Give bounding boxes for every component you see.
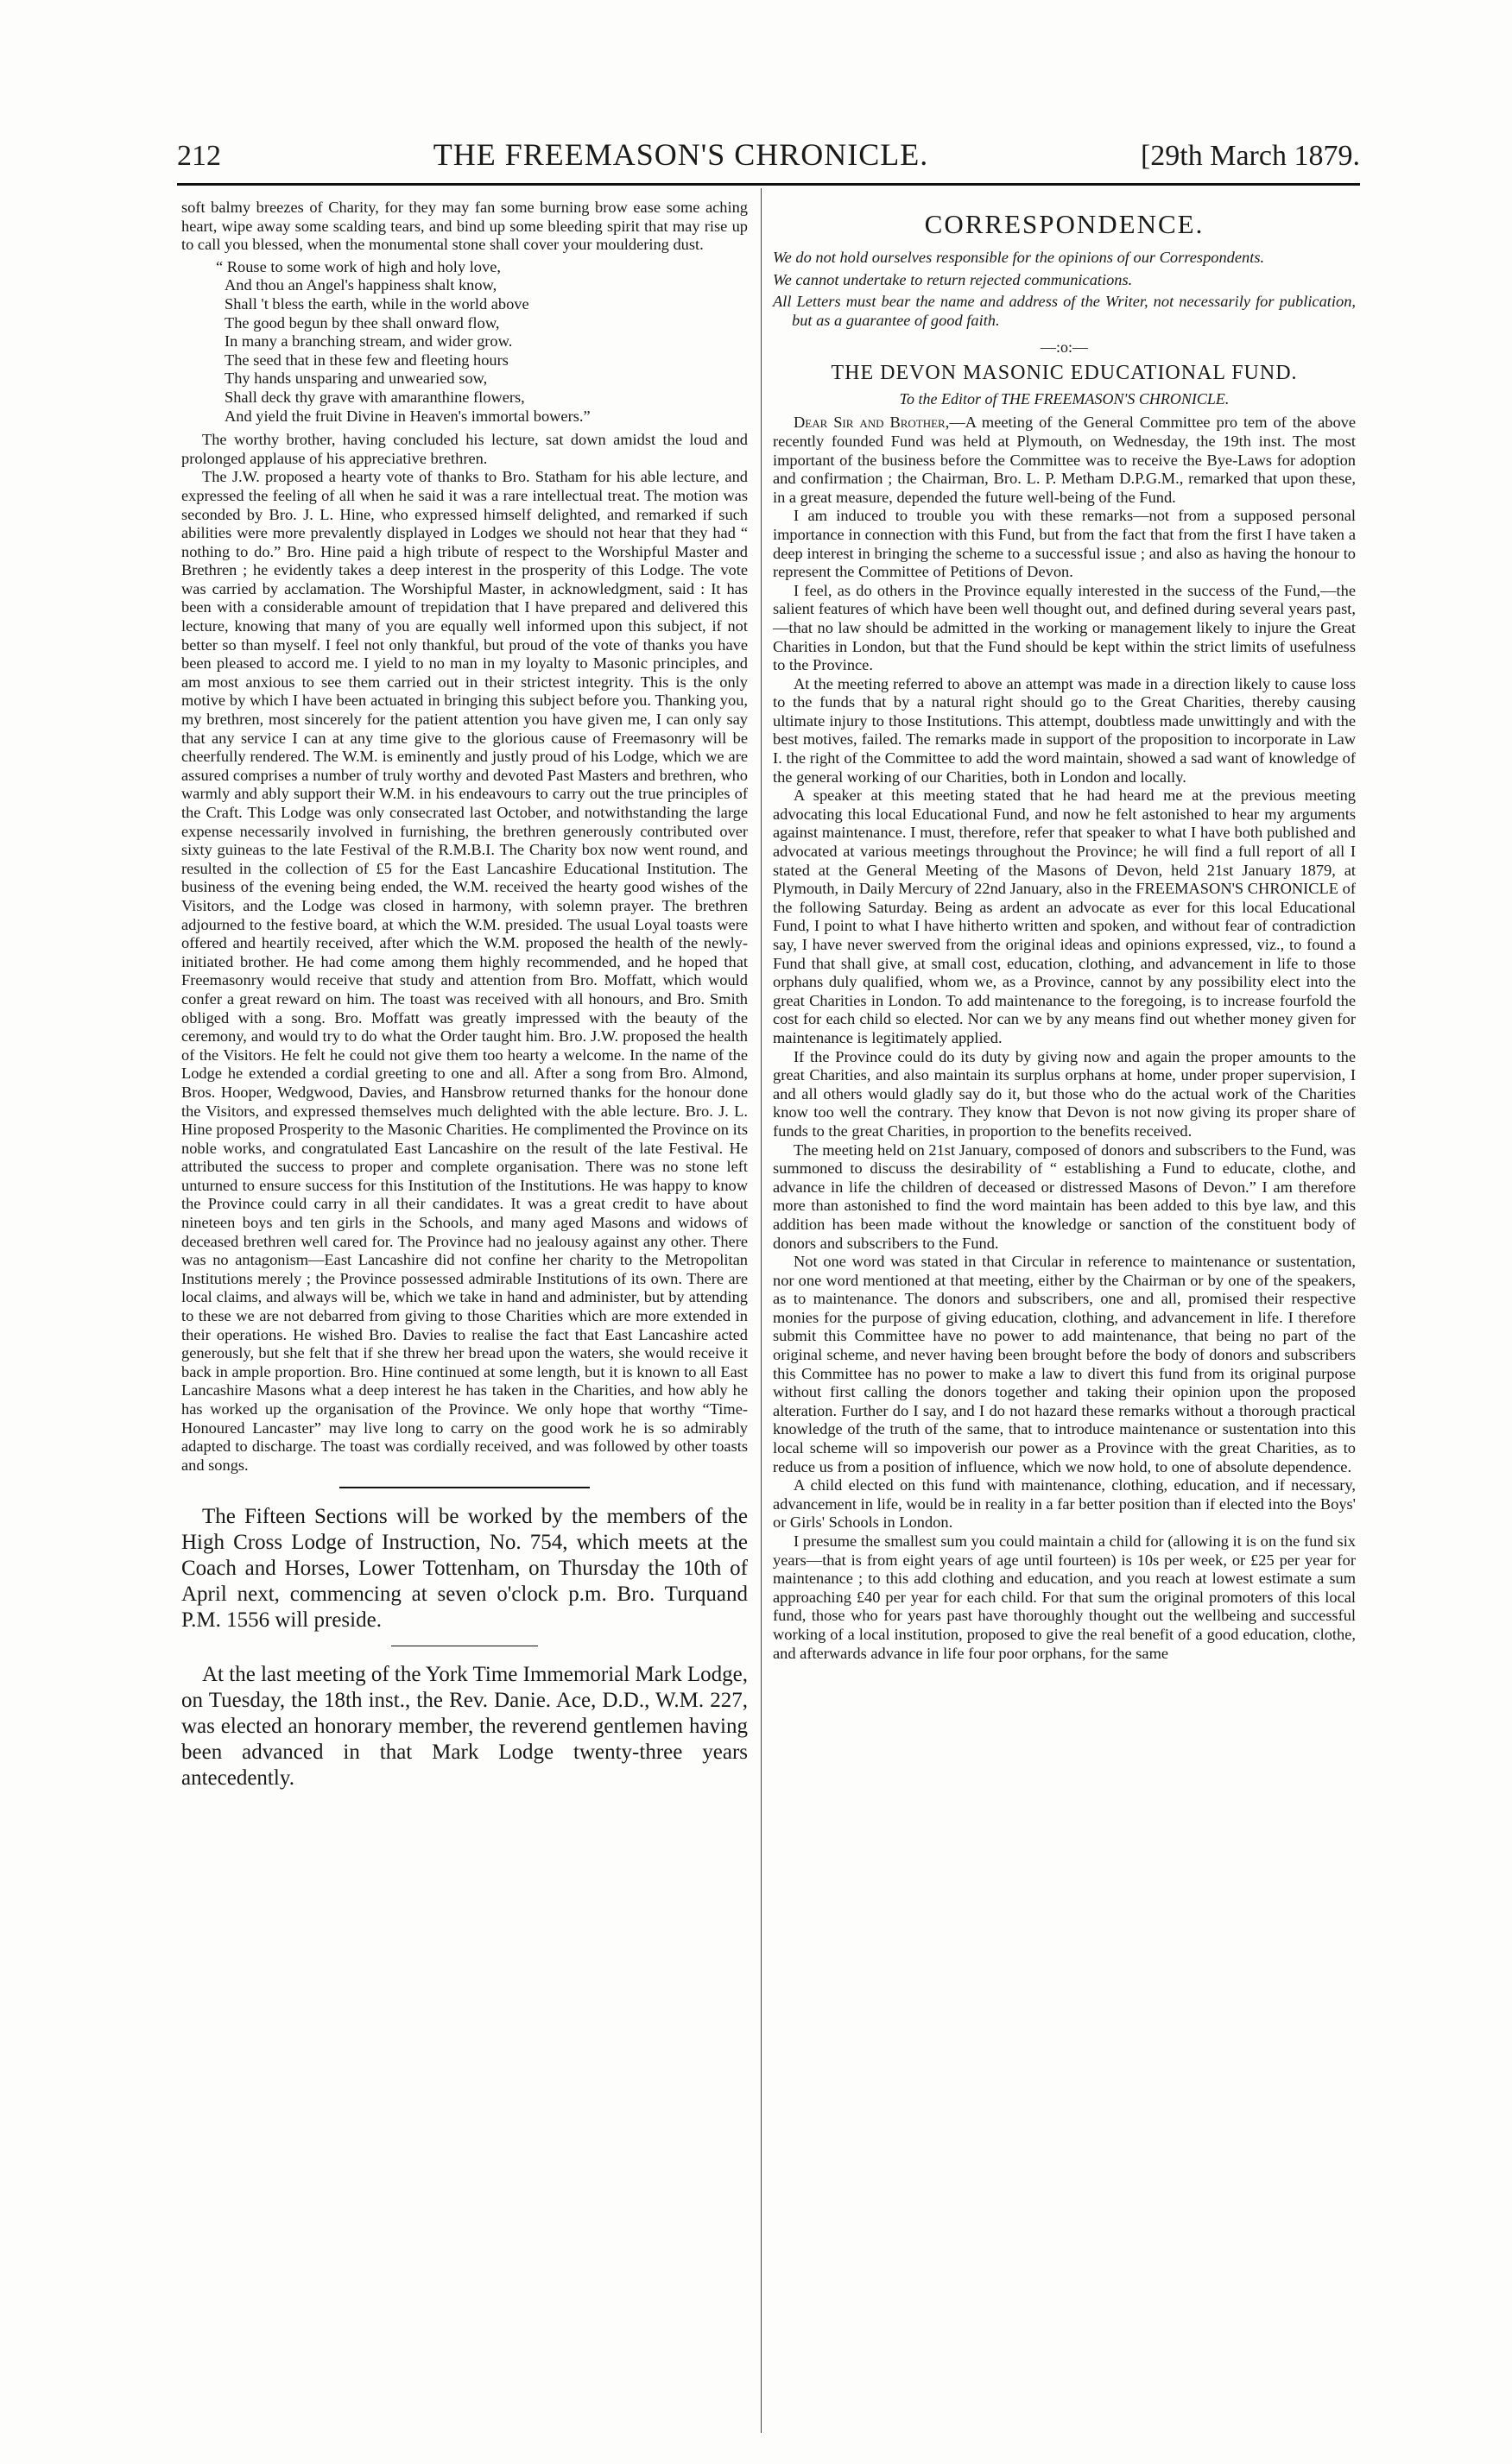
poem-line: Thy hands unsparing and unwearied sow, [225, 370, 488, 388]
publication-title: THE FREEMASON'S CHRONICLE. [433, 137, 929, 172]
notice-paragraph: The Fifteen Sections will be worked by the members of the High Cross Lodge of Instruction, No. 754, which meets at the Coach and Horses, Lower Tottenham, on Thursday the 10th of April next, commencing at seven o'clock p.m. Bro. Turquand P.M. 1556 will preside. [181, 1505, 748, 1633]
letter-paragraph: The meeting held on 21st January, composed of donors and subscribers to the Fund, was summoned to discuss the desirability of “ establishing a Fund to educate, clothe, and advance in life the children of deceased or distressed Masons of Devon.” I am therefore more than astonished to find the word maintain has been added to this bye law, and this addition has been made without the knowledge or sanction of the constituent body of donors and subscribers to the Fund. [773, 1140, 1356, 1252]
masthead [177, 136, 1360, 180]
letter-text: —A meeting of the General Committee pro tem of the above recently founded Fund was held at Plymouth, on Wednesday, the 19th inst. The most important of the business before the Committee was to receive the Bye-Laws for adoption and confirmation ; the Chairman, Bro. L. P. Metham D.P.G.M., remarked that upon these, in a great measure, depended the future well-being of the Fund. [773, 414, 1356, 506]
article-paragraph: The J.W. proposed a hearty vote of thanks to Bro. Statham for his able lecture, and expressed the feeling of all when he said it was a rare intellectual treat. The motion was seconded by Bro. J. L. Hine, who expressed himself delighted, and remarked if such abilities were more prevalently displayed in Lodges we should not hear that they had “ nothing to do.” Bro. Hine paid a high tribute of respect to the Worshipful Master and Brethren ; he evidently takes a deep interest in the prosperity of this Lodge. The vote was carried by acclamation. The Worshipful Master, in acknowledgment, said : It has been with a considerable amount of trepidation that I have prepared and delivered this lecture, knowing that many of you are equally well informed upon this subject, if not better so than myself. I feel not only thankful, but proud of the vote of thanks you have been pleased to accord me. I yield to no man in my loyalty to Masonic principles, and am most anxious to see them carried out in their strictest integrity. This is the only motive by which I have been actuated in bringing this subject before you. Thanking you, my brethren, most sincerely for the patient attention you have given me, I can only say that any service I can at any time give to the glorious cause of Freemasonry will be cheerfully rendered. The W.M. is eminently and justly proud of his Lodge, which we are assured comprises a number of truly worthy and devoted Past Masters and brethren, who warmly and ably support their W.M. in his endeavours to carry out the true principles of the Craft. This Lodge was only consecrated last October, and notwithstanding the large expense necessarily involved in furnishing, the brethren generously contributed over sixty guineas to the late Festival of the R.M.B.I. The Charity box now went round, and resulted in the collection of £5 for the East Lancashire Educational Institution. The business of the evening being ended, the W.M. received the hearty good wishes of the Visitors, and the Lodge was closed in harmony, with solemn prayer. The brethren adjourned to the festive board, at which the W.M. presided. The usual Loyal toasts were offered and heartily received, after which the W.M. proposed the health of the newly-initiated brother. He had come among them highly recommended, and he hoped that Freemasonry would receive that study and attention from Bro. Moffatt, which would confer a great reward on him. The toast was received with all honours, and Bro. Smith obliged with a song. Bro. Moffatt was greatly impressed with the beauty of the ceremony, and would try to do what the Order taught him. Bro. J.W. proposed the health of the Visitors. He felt he could not give them too hearty a welcome. In the name of the Lodge he extended a cordial greeting to one and all. After a song from Bro. Almond, Bros. Hooper, Wedgwood, Davies, and Hansbrow returned thanks for the honour done the Visitors, and expressed themselves much delighted with the able lecture. Bro. J. L. Hine proposed Prosperity to the Masonic Charities. He complimented the Province on its noble works, and congratulated East Lancashire on the result of the late Festival. He attributed the success to proper and complete organisation. There was no stone left unturned to ensure success for this Institution of the Institutions. He was happy to know the Province could carry in all their candidates. It was a great credit to have about nineteen boys and ten girls in the Schools, and many aged Masons and widows of deceased brethren well cared for. The Province had no jealousy against any other. There was no antagonism—East Lancashire did not confine her charity to the Metropolitan Institutions merely ; the Province possessed admirable Institutions of its own. There are local claims, and always will be, which we take in hand and administer, but by attending to these we are not debarred from giving to those Charities which are more extended in their operations. He wished Bro. Davies to realise the fact that East Lancashire acted generously, but she felt that if she threw her bread upon the waters, she would receive it back in ample proportion. Bro. Hine continued at some length, but it is known to all East Lancashire Masons what a deep interest he has taken in the Charities, and how ably he has worked up the organisation of the Province. We only hope that worthy “Time-Honoured Lancaster” may live long to carry on the good work he is so admirably adapted to discharge. The toast was cordially received, and was followed by other toasts and songs. [181, 468, 748, 1474]
section-heading: CORRESPONDENCE. [924, 209, 1205, 239]
opening-paragraph: soft balmy breezes of Charity, for they may fan some burning brow ease some aching heart, wipe away some scalding tears, and bind up some bleeding spirit that may rise up to call you blessed, when the monumental stone shall cover your mouldering dust. [181, 199, 748, 254]
editorial-note: We do not hold ourselves responsible for the opinions of our Correspondents. [773, 249, 1265, 266]
separator: —:o:— [1040, 338, 1088, 357]
poem-line: The seed that in these few and fleeting hours [225, 351, 509, 369]
letter-paragraph: A speaker at this meeting stated that he had heard me at the previous meeting advocating this local Educational Fund, and now he felt astonished to hear my arguments against maintenance. I must, therefore, refer that speaker to what I have both published and advocated at various meetings throughout the Province; he will find a full report of all I stated at the General Meeting of the Masons of Devon, held 21st January 1879, at Plymouth, in Daily Mercury of 22nd January, also in the FREEMASON'S CHRONICLE of the following Saturday. Being as ardent an advocate as ever for this local Educational Fund, I point to what I have hitherto written and spoken, and without fear of contradiction say, I have never swerved from the original ideas and opinions expressed, viz., to found a Fund that shall give, at small cost, education, clothing, and advancement in life to those orphans duly qualified, whom we, as a Province, cannot by any possibility elect into the great Charities in London. To add maintenance to the foregoing, is to increase fourfold the cost for each child so elected. Nor can we by any means find out whether money given for maintenance is legitimately applied. [773, 787, 1356, 1046]
letter-paragraph: If the Province could do its duty by giving now and again the proper amounts to the great Charities, and also maintain its surplus orphans at home, under proper supervision, I and all others would gladly say do it, but those who do the actual work of the Charities know too well the contrary. They know that Devon is not now giving its proper share of funds to the great Charities, in proportion to the benefits received. [773, 1047, 1356, 1140]
issue-date: [29th March 1879. [1140, 140, 1360, 172]
column-divider [761, 188, 762, 2433]
letter-addressee: To the Editor of THE FREEMASON'S CHRONICLE. [899, 390, 1230, 408]
letter-paragraph: I presume the smallest sum you could maintain a child for (allowing it is on the fund six years—that is from eight years of age until fourteen) is 10s per week, or £25 per year for maintenance ; to this add clothing and education, and you reach at lowest estimate a sum approaching £40 per year for each child. For that sum the original promoters of this local fund, those who for years past have thoroughly thought out the wellbeing and successful working of a local institution, proposed to give the real benefit of a good education, clothe, and afterwards advance in life four poor orphans, for the same [773, 1532, 1356, 1662]
poem-line: The good begun by thee shall onward flow, [225, 313, 500, 332]
masthead-rule [177, 183, 1360, 186]
notice-paragraph: At the last meeting of the York Time Immemorial Mark Lodge, on Tuesday, the 18th inst., the Rev. Danie. Ace, D.D., W.M. 227, was elected an honorary member, the reverend gentlemen having been advanced in that Mark Lodge twenty-three years antecedently. [181, 1663, 748, 1791]
left-column [181, 199, 748, 1791]
letter-paragraph [773, 414, 1356, 507]
letter-paragraph: A child elected on this fund with maintenance, clothing, education, and if necessary, advancement in life, would be in reality in a far better position than if elected into the Boys' or Girls' Schools in London. [773, 1476, 1356, 1532]
poem-line: And yield the fruit Divine in Heaven's immortal bowers.” [225, 407, 591, 425]
letter-paragraph: At the meeting referred to above an attempt was made in a direction likely to cause loss to the funds that by a natural right should go to the Great Charities, thereby causing ultimate injury to those Institutions. This attempt, doubtless made unwittingly and with the best motives, failed. The remarks made in support of the proposition to incorporate in Law I. the right of the Committee to add the word maintain, showed a sad want of knowledge of the general working of our Charities, both in London and locally. [773, 674, 1356, 786]
article-paragraph: The worthy brother, having concluded his lecture, sat down amidst the loud and prolonged applause of his appreciative brethren. [181, 431, 748, 467]
poem-line: Shall 't bless the earth, while in the world above [225, 294, 529, 313]
poem-line: “ Rouse to some work of high and holy love, [216, 257, 501, 275]
poem-line: In many a branching stream, and wider grow. [225, 332, 513, 351]
poem [216, 258, 748, 426]
letter-heading: THE DEVON MASONIC EDUCATIONAL FUND. [831, 362, 1298, 385]
letter-paragraph: Not one word was stated in that Circular in reference to maintenance or sustentation, nor one word mentioned at that meeting, either by the Chairman or by one of the speakers, as to maintenance. The donors and subscribers, one and all, promised their respective monies for the purpose of giving education, clothing, and advancement in life. I therefore submit this Committee have no power to add maintenance, that being no part of the original scheme, and never having been brought before the body of donors and subscribers this Committee has no power to make a law to divert this fund from its original purpose without first calling the donors together and taking their opinion upon the proposed alteration. Further do I say, and I do not hazard these remarks without a thorough practical knowledge of the truth of the same, that to introduce maintenance or sustentation into this local scheme will so impoverish our power as a Province with the great Charities, as to reduce us from a position of influence, which we now hold, to one of absolute dependence. [773, 1253, 1356, 1475]
poem-line: Shall deck thy grave with amaranthine flowers, [225, 388, 525, 406]
page-number: 212 [177, 140, 221, 172]
salutation: Dear Sir and Brother, [794, 414, 950, 432]
poem-line: And thou an Angel's happiness shalt know, [225, 276, 497, 294]
editorial-note: We cannot undertake to return rejected communications. [773, 270, 1133, 288]
letter-paragraph: I feel, as do others in the Province equally interested in the success of the Fund,—the salient features of which have been well thought out, and defined during several years past,—that no law should be admitted in the working or management likely to injure the Great Charities in London, but that the Fund should be kept within the strict limits of usefulness to the Province. [773, 581, 1356, 674]
right-column [773, 199, 1356, 1663]
editorial-note: All Letters must bear the name and address of the Writer, not necessarily for publication, but as a guarantee of good faith. [773, 293, 1356, 329]
letter-paragraph: I am induced to trouble you with these remarks—not from a supposed personal importance in connection with this Fund, but from the fact that from the first I have taken a deep interest in bringing the scheme to a successful issue ; and also as having the honour to represent the Committee of Petitions of Devon. [773, 507, 1356, 581]
section-rule [339, 1487, 590, 1488]
